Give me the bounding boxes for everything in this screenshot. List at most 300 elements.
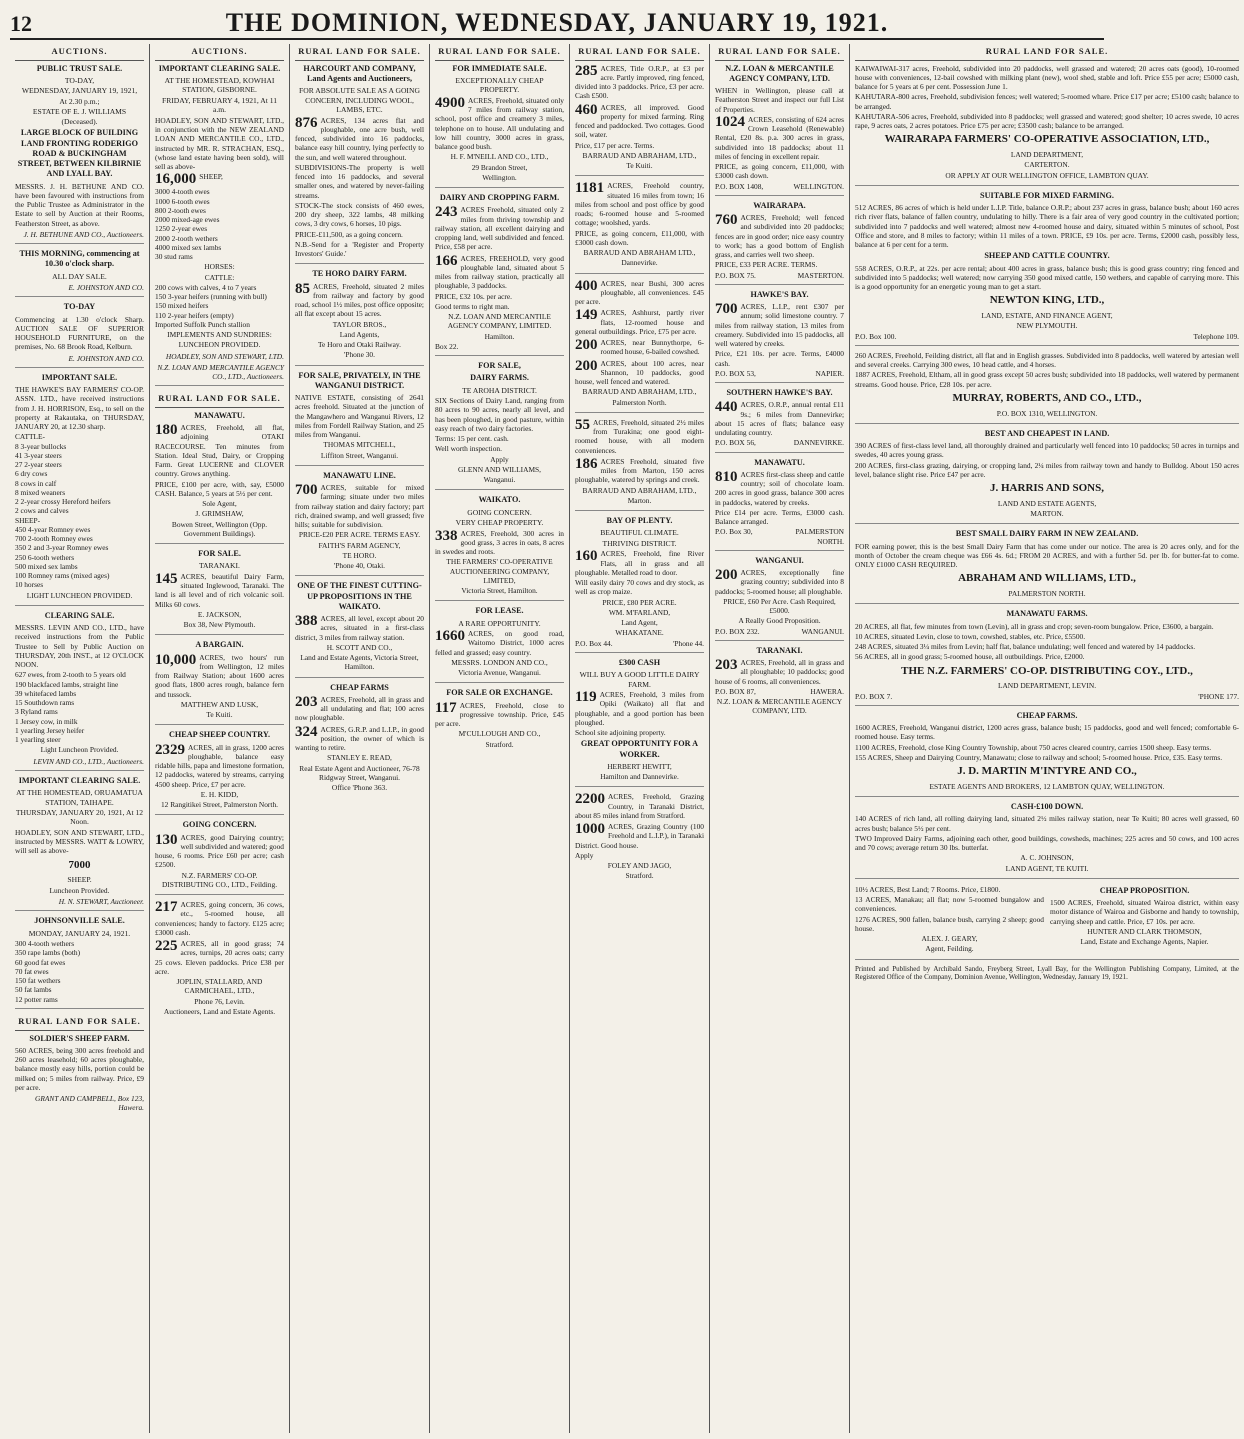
advertisement: [575, 792, 704, 885]
ad-body: ACRES, Freehold, fine River Flats, all in grass and all ploughable. Metalled road to door.: [575, 549, 704, 577]
ad-signature: STANLEY E. READ,: [327, 753, 392, 763]
advertisement: [155, 640, 284, 725]
ad-body: ACRES, consisting of 624 acres Crown Leasehold (Renewable) Rental, £20 8s. p.a. 300 acres in grass, subdivided into 18 paddocks; about 11 miles of fencing in excellent repair.: [715, 114, 844, 161]
column-4: [430, 44, 570, 1433]
ad-signature: E. JOHNSTON AND CO.: [68, 283, 144, 293]
advertisement: [155, 820, 284, 895]
advertisement: [15, 1034, 144, 1117]
ad-body: 512 ACRES, 86 acres of which is held under L.I.P. Title, balance O.R.P.; about 237 acres in grass, balance bush; about 160 acres rich river flats, balance of fallen country, undulating to hilly. There is a fair area of very good country in the cultivated portion; subdivided into 7 paddocks and well watered; almost new 4-roomed house and dairy, situated within 5 minutes of school, Post Office and store, and 8 miles to factory; within 11 miles of a town. PRICE, £9 10s. per acre. Terms, £2000 cash, possibly less, balance at 6 per cent for a term.: [855, 203, 1239, 250]
ad-acreage: 203: [715, 657, 738, 674]
ad-subheading: SHEEP,: [199, 172, 223, 182]
ad-heading: N.Z. LOAN & MERCANTILE AGENCY COMPANY, LTD.: [725, 63, 834, 83]
ad-body: ACRES, near Bushi, 300 acres ploughable, all conveniences. £45 per acre.: [575, 278, 704, 307]
ad-acreage: 1000: [575, 821, 605, 838]
ad-time: At 2.30 p.m.;: [59, 96, 100, 106]
ad-subheading: FOR ABSOLUTE SALE AS A GOING CONCERN, INCLUDING WOOL, LAMBS, ETC.: [299, 86, 420, 115]
ad-body: MESSRS. J. H. BETHUNE AND CO. have been favoured with instructions from the Public Trustee as Administrator in the Estate to sell by Auction at their Rooms, Featherston Street, as above.: [15, 181, 144, 228]
ad-heading: IMPORTANT SALE.: [41, 372, 118, 382]
ad-label: IMPLEMENTS AND SUNDRIES:: [167, 330, 272, 340]
ad-signature: Marton.: [627, 495, 652, 505]
ad-body: ACRES, Freehold, 3 miles from Opiki (Waikato) all flat and ploughable, and a good portion has been ploughed.: [575, 690, 704, 727]
list-item: 2000 2-tooth wethers: [155, 233, 218, 243]
ad-town: PALMERSTON NORTH.: [1008, 589, 1086, 599]
list-item: 41 3-year steers: [15, 450, 62, 460]
ad-subheading: OR APPLY AT OUR WELLINGTON OFFICE, LAMBTON QUAY.: [945, 170, 1149, 180]
advertisement: [435, 688, 564, 754]
ad-body: KAHUTARA-506 acres, Freehold, subdivided into 8 paddocks; well grassed and watered; good shelter; 10 acres swede, 10 acres rape, 9 acres oats, 2 acres potatoes. Price £75 per acre; £3500 cash; balance to be arranged.: [855, 111, 1239, 131]
ad-signature: NEW PLYMOUTH.: [1016, 321, 1078, 331]
ad-signature: FAITH'S FARM AGENCY,: [318, 540, 401, 550]
ad-acreage: 85: [295, 280, 310, 297]
advertisement: [575, 658, 704, 787]
ad-price: PRICE, £60 Per Acre. Cash Required, £5000.: [723, 596, 836, 616]
ad-signature: MURRAY, ROBERTS, AND CO., LTD.,: [952, 391, 1142, 404]
advertisement: [855, 191, 1239, 346]
ad-signature: Te Horo and Otaki Railway.: [318, 340, 401, 350]
ad-subheading: SHEEP.: [67, 875, 92, 885]
advertisement: [155, 64, 284, 387]
ad-body: ACRES, beautiful Dairy Farm, situated Inglewood, Taranaki. The land is all level and of rich volcanic soil. Milks 60 cows.: [155, 571, 284, 609]
ad-acreage: 145: [155, 570, 178, 587]
ad-label: SHEEP-: [15, 515, 41, 525]
list-item: 200 cows with calves, 4 to 7 years: [155, 282, 257, 292]
ad-acreage: 400: [575, 277, 598, 294]
ad-acreage: 810: [715, 468, 738, 485]
ad-acreage: 876: [295, 114, 318, 131]
ad-note: School site adjoining property.: [575, 728, 666, 738]
list-item: 2 2-year crossy Hereford heifers: [15, 497, 111, 507]
ad-body: ACRES, about 100 acres, near Shannon, 10 paddocks, good house, well fenced and watered.: [575, 358, 704, 387]
ad-acreage: 460: [575, 101, 598, 118]
ad-town: WELLINGTON.: [793, 181, 844, 191]
page-number: 12: [10, 11, 32, 36]
ad-price: Price, £21 10s. per acre. Terms, £4000 cash.: [715, 349, 844, 368]
advertisement: [295, 581, 424, 677]
list-item: 4000 mixed sex lambs: [155, 242, 222, 252]
column-6: [710, 44, 850, 1433]
ad-body: ACRES, Freehold, all in grass and all undulating and flat; 100 acres now ploughable.: [295, 694, 424, 723]
ad-signature: H. SCOTT AND CO.,: [326, 642, 393, 652]
ad-body: THE HAWKE'S BAY FARMERS' CO-OP. ASSN. LTD., have received instructions from J. H. HORRISON, Esq., to sell on the property at Rakautaka, on THURSDAY, JANUARY 20, at 12.30 sharp.: [15, 385, 144, 432]
ad-signature: LAND AND ESTATE AGENTS,: [997, 498, 1097, 508]
list-item: 15 Southdown rams: [15, 698, 75, 708]
ad-signature: BARRAUD AND ABRAHAM, LTD.,: [582, 387, 697, 397]
ad-acreage: 440: [715, 399, 738, 416]
ad-body: ACRES, going concern, 36 cows, etc., 5-roomed house, all conveniences; handy to factory. £125 acre; £3000 cash.: [155, 900, 284, 937]
ad-note: LIGHT LUNCHEON PROVIDED.: [26, 590, 133, 600]
ad-signature: ABRAHAM AND WILLIAMS, LTD.,: [958, 572, 1136, 585]
ad-signature: LEVIN AND CO., LTD., Auctioneers.: [33, 756, 144, 766]
ad-body: ACRES, exceptionally fine grazing country; subdivided into 8 paddocks; 5-roomed house; all ploughable.: [715, 568, 844, 596]
ad-signature: HERBERT HEWITT,: [607, 761, 672, 771]
ad-body: MESSRS. LEVIN AND CO., LTD., have received instructions from the Public Trustee to Sell by Public Auction on THURSDAY, 20th INST., at 12 O'CLOCK NOON.: [15, 623, 144, 670]
ad-heading: WANGANUI.: [755, 555, 804, 565]
ad-subheading: AT THE HOMESTEAD, ORUAMATUA STATION, TAIHAPE.: [16, 788, 143, 807]
ad-subheading: ALL DAY SALE.: [52, 271, 107, 281]
advertisement: [715, 290, 844, 383]
ad-subheading: GOING CONCERN.: [467, 507, 532, 517]
section-header: RURAL LAND FOR SALE.: [15, 1014, 144, 1031]
ad-body: ACRES, all in grass, 1200 acres ploughable, balance easy ridable hills, papa and limestone formation, 12 paddocks, watered by streams, carrying 4500 sheep. Price, £7 per acre.: [155, 742, 284, 789]
ad-town: HAWERA.: [810, 686, 844, 696]
ad-body: 248 ACRES, situated 3¼ miles from Levin; half flat, balance undulating; well fenced and watered by 14 paddocks.: [855, 642, 1196, 652]
publisher-imprint: Printed and Published by Archibald Sando, Freyberg Street, Lyall Bay, for the Wellington Publishing Company, Limited, at the Registered Office of the Company, Dominion Avenue, Wellington, Wednesday, January 19, 1921.: [855, 964, 1239, 982]
advertisement: [15, 373, 144, 606]
ad-heading: CHEAP SHEEP COUNTRY.: [168, 730, 271, 740]
advertisement: [575, 279, 704, 413]
ad-body: ACRES, 134 acres flat and ploughable, one acre bush, well fenced, subdivided into 16 paddocks, balance easy hill country, lying perfectly to the sun, and well watered throughout.: [295, 115, 424, 162]
ad-price: PRICE, as going concern, £11,000, with £3000 cash down.: [715, 162, 844, 181]
column-5: [570, 44, 710, 1433]
list-item: 3000 4-tooth ewes: [155, 187, 210, 197]
ad-acreage: 225: [155, 938, 178, 955]
ad-heading: DAIRY AND CROPPING FARM.: [439, 193, 560, 203]
ad-box: P.O. BOX 75.: [715, 270, 756, 280]
ad-phone: 'Phone 40, Otaki.: [333, 561, 385, 571]
ad-body: 1500 ACRES, Freehold, situated Wairoa district, within easy motor distance of Wairoa and Gisborne and handy to township, carrying sheep and cattle. Price, £7 10s. per acre.: [1050, 898, 1239, 926]
advertisement: [15, 302, 144, 368]
ad-acreage: 119: [575, 689, 597, 706]
ad-heading: IMPORTANT CLEARING SALE.: [18, 775, 141, 785]
ad-note: A Really Good Proposition.: [738, 616, 821, 626]
advertisement: [435, 64, 564, 188]
ad-date: THURSDAY, JANUARY 20, 1921, At 12 Noon.: [15, 808, 144, 827]
ad-subheading: CARTERTON.: [1024, 160, 1070, 170]
ad-town: WANGANUI.: [801, 626, 844, 636]
ad-note: Well worth inspection.: [435, 444, 502, 454]
ad-heading: MANAWATU LINE.: [323, 470, 396, 480]
advertisement: [435, 361, 564, 490]
list-item: 150 mixed heifers: [155, 301, 209, 311]
list-item: 300 4-tooth wethers: [15, 939, 75, 949]
advertisement: [295, 269, 424, 365]
list-item: 190 blackfaced lambs, straight line: [15, 679, 119, 689]
ad-town: DANNEVIRKE.: [793, 438, 844, 448]
list-item: 1 Jersey cow, in milk: [15, 716, 78, 726]
ad-heading: CHEAP FARMS: [330, 682, 389, 692]
ad-signature: H. N. STEWART, Auctioneer.: [58, 897, 144, 907]
ad-signature: N.Z. LOAN & MERCANTILE AGENCY COMPANY, LTD.: [716, 697, 843, 716]
list-item: 700 2-tooth Romney ewes: [15, 534, 93, 544]
ad-signature: TE HORO.: [342, 550, 377, 560]
ad-town: PALMERSTON NORTH.: [795, 527, 844, 546]
ad-heading: GOING CONCERN.: [182, 820, 257, 830]
ad-signature: 29 Brandon Street,: [471, 162, 528, 172]
ad-body: 260 ACRES, Freehold, Feilding district, all flat and in English grasses. Subdivided into 8 paddocks, well watered by artesian well and several creeks. Carrying 300 ewes, 10 head cattle, and 4 horses.: [855, 350, 1239, 370]
ad-body: NATIVE ESTATE, consisting of 2641 acres freehold. Situated at the junction of the Mangawhero and Wanganui Rivers, 12 miles from Fordell Railway Station, and 25 miles from Wanganui.: [295, 393, 424, 440]
ad-box: Box 22.: [435, 341, 459, 351]
ad-phone: 'Phone 44.: [673, 638, 704, 648]
list-item: 150 fat wethers: [15, 976, 61, 986]
ad-body: HOADLEY, SON AND STEWART, LTD., instructed by MESSRS. WATT & LOWRY, will sell as above-: [15, 827, 144, 856]
ad-note: N.B.-Send for a 'Register and Property Investors' Guide.': [295, 239, 424, 259]
ad-signature: Land and Estate Agents, Victoria Street, Hamilton.: [300, 653, 419, 672]
ad-body: ACRES, Title O.R.P., at £3 per acre. Partly improved, ring fenced, divided into 3 paddocks. Price, £3 per acre. Cash £500.: [575, 63, 704, 101]
advertisement: [715, 64, 844, 196]
advertisement: [715, 556, 844, 641]
ad-acreage: 10,000: [155, 651, 197, 668]
ad-body: ACRES, all level, except about 20 acres, situated in a first-class district, 3 miles from railway station.: [295, 614, 424, 642]
ad-signature: Phone 76, Levin.: [194, 996, 245, 1006]
ad-body: ACRES, Freehold, situated 2½ miles from Turakina; one good eight-roomed house, with all modern conveniences.: [575, 417, 704, 455]
ad-body: ACRES, Freehold country, situated 16 miles from town; 16 miles from school and post office by good roads; 6-roomed house and 5-roomed cottage; woolshed, yards.: [575, 181, 704, 228]
section-header: RURAL LAND FOR SALE.: [855, 44, 1239, 61]
ad-heading: SOLDIER'S SHEEP FARM.: [29, 1033, 130, 1043]
ad-signature: THE N.Z. FARMERS' CO-OP. DISTRIBUTING COY., LTD.,: [901, 664, 1193, 677]
ad-body: ACRES, G.R.P. and L.I.P., in good position, the owner of which is wanting to retire.: [295, 724, 424, 753]
list-item: 1 yearling steer: [15, 735, 61, 745]
ad-acreage: 1024: [715, 113, 745, 130]
ad-acreage: 200: [575, 337, 598, 354]
ad-heading: CHEAP FARMS.: [1016, 710, 1078, 720]
ad-signature: Dannevirke.: [621, 258, 658, 268]
ad-signature: A. C. JOHNSON,: [1020, 853, 1074, 863]
ad-body: SIX Sections of Dairy Land, ranging from 80 acres to 90 acres, nearly all level, and has been ploughed, in good pasture, within easy reach of two dairy factories.: [435, 396, 564, 433]
advertisement: [855, 609, 1239, 706]
ad-body: ACRES, Freehold; well fenced and subdivided into 20 paddocks; fences are in good order; nice easy country to work; has a good bottom of English grass, and carries well two sheep.: [715, 213, 844, 260]
ad-signature: N.Z. LOAN AND MERCANTILE AGENCY COMPANY, LIMITED.: [447, 312, 552, 331]
ad-acreage: 203: [295, 693, 318, 710]
ad-signature: LAND AGENT, TE KUITI.: [1005, 863, 1089, 873]
section-header: RURAL LAND FOR SALE.: [295, 44, 424, 61]
advertisement: [155, 900, 284, 1021]
ad-signature: Land Agents,: [339, 329, 380, 339]
ad-signature: E. JACKSON,: [197, 609, 242, 619]
ad-acreage: 285: [575, 62, 598, 79]
ad-body: HOADLEY, SON AND STEWART, LTD., in conjunction with the NEW ZEALAND LOAN AND MERCANTILE CO., LTD., instructed by MR. R. STRACHAN, ESQ., (whose land estate having been sold), will sell as above-: [155, 115, 284, 172]
advertisement: [855, 802, 1239, 879]
list-item: 8 3-year bullocks: [15, 441, 67, 451]
ad-signature: Palmerston North.: [612, 397, 667, 407]
ad-acreage: 2200: [575, 791, 605, 808]
ad-subheading: EXCEPTIONALLY CHEAP PROPERTY.: [455, 75, 544, 95]
advertisement: [715, 646, 844, 721]
ad-heading: MANAWATU FARMS.: [1006, 609, 1088, 619]
list-item: 6 dry cows: [15, 469, 48, 479]
ad-signature: TAYLOR BROS.,: [332, 319, 387, 329]
ad-price: PRICE-£11,500, as a going concern.: [295, 229, 403, 239]
ad-heading: BEST AND CHEAPEST IN LAND.: [984, 428, 1110, 438]
ad-signature: MARTON.: [1030, 509, 1064, 519]
advertisement: [575, 181, 704, 273]
ad-subheading: A RARE OPPORTUNITY.: [458, 618, 541, 628]
ad-price: PRICE, £33 PER ACRE. TERMS.: [715, 260, 818, 270]
ad-signature: LAND DEPARTMENT, LEVIN.: [997, 681, 1097, 691]
ad-label: CATTLE:: [204, 272, 235, 282]
ad-heading: HARCOURT AND COMPANY, Land Agents and Auctioneers,: [303, 63, 416, 83]
ad-heading: FOR SALE, PRIVATELY, IN THE WANGANUI DISTRICT.: [298, 370, 421, 390]
list-item: 3 Ryland rams: [15, 707, 58, 717]
ad-signature: J. HARRIS AND SONS,: [990, 482, 1104, 495]
list-item: 627 ewes, from 2-tooth to 5 years old: [15, 670, 126, 680]
ad-heading: PUBLIC TRUST SALE.: [36, 63, 123, 73]
ad-signature: Stratford.: [625, 871, 654, 881]
ad-signature: THOMAS MITCHELL,: [323, 440, 396, 450]
ad-town: MASTERTON.: [797, 270, 844, 280]
ad-date: WEDNESDAY, JANUARY 19, 1921,: [21, 86, 138, 96]
ad-signature: Bowen Street, Wellington (Opp. Government Buildings).: [171, 519, 268, 538]
ad-body: STOCK-The stock consists of 460 ewes, 200 dry sheep, 322 lambs, 48 milking cows, 3 dry cows, 6 horses, 10 pigs.: [295, 200, 424, 229]
ad-acreage: 2329: [155, 741, 185, 758]
advertisement: [855, 64, 1239, 186]
ad-body: 13 ACRES, Manakau; all flat; now 5-roomed bungalow and conveniences.: [855, 895, 1044, 914]
section-header: RURAL LAND FOR SALE.: [715, 44, 844, 61]
ad-terms: Terms: 15 per cent. cash.: [435, 434, 509, 444]
sheep-list: [15, 525, 144, 590]
ad-body: 1887 ACRES, Freehold, Eltham, all in good grass except 50 acres bush; subdivided into 18 paddocks, well watered by permanent streams. Good house. Price, £28 10s. per acre.: [855, 370, 1239, 389]
ad-body: ACRES, all in good grass; 74 acres, turnips, 20 acres oats; carry 25 cows. Eleven paddocks. Price £38 per acre.: [155, 939, 284, 976]
ad-note: Light Luncheon Provided.: [40, 745, 119, 755]
ad-signature: BARRAUD AND ABRAHAM, LTD.,: [582, 150, 697, 160]
list-item: 1 yearling Jersey heifer: [15, 725, 85, 735]
ad-price: Price, £17 per acre. Terms.: [575, 140, 655, 150]
section-header: AUCTIONS.: [15, 44, 144, 61]
ad-acreage: 186: [575, 455, 598, 472]
advertisement: [855, 711, 1239, 797]
list-item: 500 mixed sex lambs: [15, 561, 78, 571]
ad-label: HORSES:: [204, 262, 235, 272]
ad-acreage: 4900: [435, 94, 465, 111]
ad-phone: 'PHONE 177.: [1198, 691, 1239, 701]
ad-signature: Auctioneers, Land and Estate Agents.: [163, 1006, 276, 1016]
ad-body: 390 ACRES of first-class level land, all thoroughly drained and particularly well fenced into 10 paddocks; 50 acres in turnips and swedes, 40 acres young grass.: [855, 441, 1239, 460]
ad-body: 1100 ACRES, Freehold, close King Country Township, about 750 acres cleared country, carries 1500 sheep. Easy terms.: [855, 742, 1212, 752]
ad-body: ACRES, Freehold, situated 2 miles from railway and factory by good road, school 1½ miles, post office opposite; all flat except about 15 acres.: [295, 281, 424, 319]
ad-phone: 'Phone 30.: [344, 350, 375, 360]
ad-signature: M'CULLOUGH AND CO.,: [458, 729, 541, 739]
ad-signature: LAND, ESTATE, AND FINANCE AGENT,: [981, 311, 1113, 321]
newspaper-page: [10, 8, 1239, 1433]
ad-count: 7000: [68, 858, 91, 871]
ad-body: ACRES, on good road, Waitomo District, 1000 acres felled and grassed; easy country.: [435, 629, 564, 657]
ad-signature: Sole Agent,: [202, 499, 237, 509]
ad-signature: Box 38, New Plymouth.: [183, 620, 256, 630]
ad-body: 56 ACRES, all in good grass; 5-roomed house, all outbuildings. Price, £2000.: [855, 652, 1085, 662]
ad-price: PRICE, £100 per acre, with, say, £5000 CASH. Balance, 5 years at 5½ per cent.: [155, 479, 284, 498]
ad-heading: A BARGAIN.: [195, 640, 244, 650]
ad-body: FOR earning power, this is the best Small Dairy Farm that has come under our notice. The area is 20 acres only, and for the month of October the cream cheque was £66 4s. 6d.; FROM 20 ACRES, and with a further 5d. per lb. for butter-fat to come. ONLY £1000 CASH REQUIRED.: [855, 541, 1239, 570]
advertisement: [855, 884, 1239, 960]
list-item: 100 Romney rams (mixed ages): [15, 571, 110, 581]
ad-body: 1600 ACRES, Freehold, Wanganui district, 1200 acres grass, balance bush; 15 paddocks, good and well fenced; comfortable 6-roomed house. Easy terms.: [855, 723, 1239, 742]
ad-subheading: AT THE HOMESTEAD, KOWHAI STATION, GISBORNE.: [164, 75, 275, 95]
ad-acreage: 760: [715, 212, 738, 229]
ad-body: ACRES, FREEHOLD, very good ploughable land, situated about 5 miles from railway station, practically all ploughable, 3 paddocks.: [435, 253, 564, 291]
ad-signature: JOPLIN, STALLARD, AND CARMICHAEL, LTD.,: [176, 977, 263, 996]
ad-body: ACRES, Ashhurst, partly river flats, 12-roomed house and general outbuildings. Price, £75 per acre.: [575, 308, 704, 336]
ad-heading: WAIRARAPA FARMERS' CO-OPERATIVE ASSOCIATION, LTD.,: [884, 133, 1210, 146]
ad-signature: Real Estate Agent and Auctioneer, 76-78 Ridgway Street, Wanganui.: [299, 763, 420, 782]
ad-heading: BAY OF PLENTY.: [606, 516, 673, 526]
ad-subheading: THRIVING DISTRICT.: [602, 538, 677, 548]
ad-box: P.O. BOX 1408,: [715, 181, 764, 191]
ad-price: PRICE, £80 PER ACRE.: [602, 597, 677, 607]
ad-subheading: TE AROHA DISTRICT.: [462, 385, 537, 395]
ad-heading: SUITABLE FOR MIXED FARMING.: [980, 190, 1114, 200]
advertisement: [15, 611, 144, 771]
ad-price: Price £14 per acre. Terms, £3000 cash. Balance arranged.: [715, 507, 844, 527]
advertisement: [855, 351, 1239, 424]
column-3: [290, 44, 430, 1433]
ad-heading: JOHNSONVILLE SALE.: [34, 916, 125, 926]
ad-body: ACRES, Freehold, close to progressive township. Price, £45 per acre.: [435, 700, 564, 729]
ad-acreage: 388: [295, 613, 318, 630]
ad-body: ACRES, suitable for mixed farming; situate under two miles from railway station and dairy factory; part rich, drained swamp, and well grassed; five hills; suitable for subdivision.: [295, 483, 424, 530]
ad-body: 558 ACRES, O.R.P., at 22s. per acre rental; about 400 acres in grass, balance bush; this is good grass country; ring fenced and subdivided into 5 paddocks; well watered; now carrying 350 good mixed cattle, 150 wethers, and capable of carrying more. This is a good opportunity for an energetic young man to get a start.: [855, 263, 1239, 292]
ad-acreage: 117: [435, 699, 457, 716]
advertisement: [155, 730, 284, 815]
ad-acreage: 700: [295, 482, 318, 499]
section-header: AUCTIONS.: [155, 44, 284, 61]
advertisement: [15, 249, 144, 297]
ad-body: 560 ACRES, being 300 acres freehold and 260 acres leasehold; 60 acres ploughable, balance mostly easy hills, portion could be milked on; 5 miles from railway. Price, £9 per acre.: [15, 1045, 144, 1092]
advertisement: [155, 411, 284, 544]
advertisement: [855, 429, 1239, 525]
ad-heading: FOR SALE.: [198, 549, 241, 559]
ad-terms: Good terms to right man.: [435, 301, 510, 311]
ad-signature: HOADLEY, SON AND STEWART, LTD.: [165, 351, 284, 361]
ad-acreage: 243: [435, 204, 458, 221]
column-1: [10, 44, 150, 1433]
list-item: 8 cows in calf: [15, 478, 57, 488]
ad-box: P.O. BOX 87,: [715, 686, 756, 696]
ad-signature: Te Kuiti.: [206, 710, 233, 720]
list-item: 350 2 and 3-year Romney ewes: [15, 543, 109, 553]
ad-body: 1276 ACRES, 900 fallen, balance bush, carrying 2 sheep; good house.: [855, 914, 1044, 933]
ad-signature: Land Agent,: [621, 618, 658, 628]
advertisement: [295, 371, 424, 466]
advertisement: [155, 549, 284, 635]
list-item: 110 2-year heifers (empty): [155, 310, 234, 320]
ad-heading: BEST SMALL DAIRY FARM IN NEW ZEALAND.: [955, 529, 1139, 539]
list-item: 250 6-tooth wethers: [15, 552, 75, 562]
ad-note: Luncheon Provided.: [49, 885, 110, 895]
ad-acreage: 217: [155, 899, 178, 916]
ad-heading: FOR IMMEDIATE SALE.: [452, 63, 547, 73]
ad-body: ACRES first-class sheep and cattle country; soil of chocolate loam. 200 acres in good grass, balance 300 acres in paddocks, watered by creeks.: [715, 469, 844, 507]
section-header: RURAL LAND FOR SALE.: [575, 44, 704, 61]
section-header: RURAL LAND FOR SALE.: [435, 44, 564, 61]
ad-signature: ALEX. J. GEARY,: [921, 934, 978, 944]
ad-subheading: BEAUTIFUL CLIMATE.: [600, 528, 679, 538]
ad-body: ACRES, two hours' run from Wellington, 12 miles from Railway Station; about 1600 acres good flats, 1800 acres rough, balance fern and tussock.: [155, 652, 284, 699]
ad-signature: Agent, Feilding.: [925, 944, 974, 954]
ad-note: LUNCHEON PROVIDED.: [178, 340, 261, 350]
ad-signature: Victoria Street, Hamilton.: [461, 586, 538, 596]
ad-body: KAIWAIWAI-317 acres, Freehold, subdivided into 20 paddocks, well grassed and watered; 20 acres oats (good), 10-roomed house with conveniences, 12-bail cowshed with milking plant (new), wool shed, stable and loft. Price £55 per acre; £5000 cash, balance for 5 years at 6 per cent. Possession June 1.: [855, 63, 1239, 92]
ad-body: ACRES, Freehold, 300 acres in good grass, 3 acres in oats, 8 acres in swedes and roots.: [435, 528, 564, 557]
ad-heading: CASH-£100 DOWN.: [1010, 802, 1084, 812]
ad-body: 10½ ACRES, Best Land; 7 Rooms. Price, £1800.: [855, 884, 1001, 894]
list-item: 10 horses: [15, 580, 44, 590]
masthead: [10, 8, 1104, 40]
ad-subheading: WILL BUY A GOOD LITTLE DAIRY FARM.: [579, 670, 700, 689]
ad-price: PRICE-£20 PER ACRE. TERMS EASY.: [298, 530, 421, 540]
ad-subheading: LAND DEPARTMENT,: [1010, 150, 1084, 160]
ad-town: NAPIER.: [815, 368, 844, 378]
advertisement: [435, 606, 564, 683]
ad-heading: WAIRARAPA.: [753, 200, 806, 210]
ad-body: TWO Improved Dairy Farms, adjoining each other, good buildings, cowsheds, machines; 225 acres and 50 cows, and 100 acres and 70 cows; average return 30 lbs. butterfat.: [855, 833, 1239, 853]
ad-acreage: 166: [435, 252, 458, 269]
advertisement: [435, 193, 564, 356]
ad-signature: HUNTER AND CLARK THOMSON,: [1087, 926, 1202, 936]
ad-phone: Telephone 109.: [1193, 331, 1239, 341]
ad-box: P.O. Box 44.: [575, 638, 613, 648]
ad-body: 155 ACRES, Sheep and Dairying Country, Manawatu; close to railway and school; 5-roomed house. Price, £35. Easy terms.: [855, 752, 1223, 762]
ad-signature: Stratford.: [485, 739, 514, 749]
ad-signature: MATTHEW AND LUSK,: [180, 699, 259, 709]
